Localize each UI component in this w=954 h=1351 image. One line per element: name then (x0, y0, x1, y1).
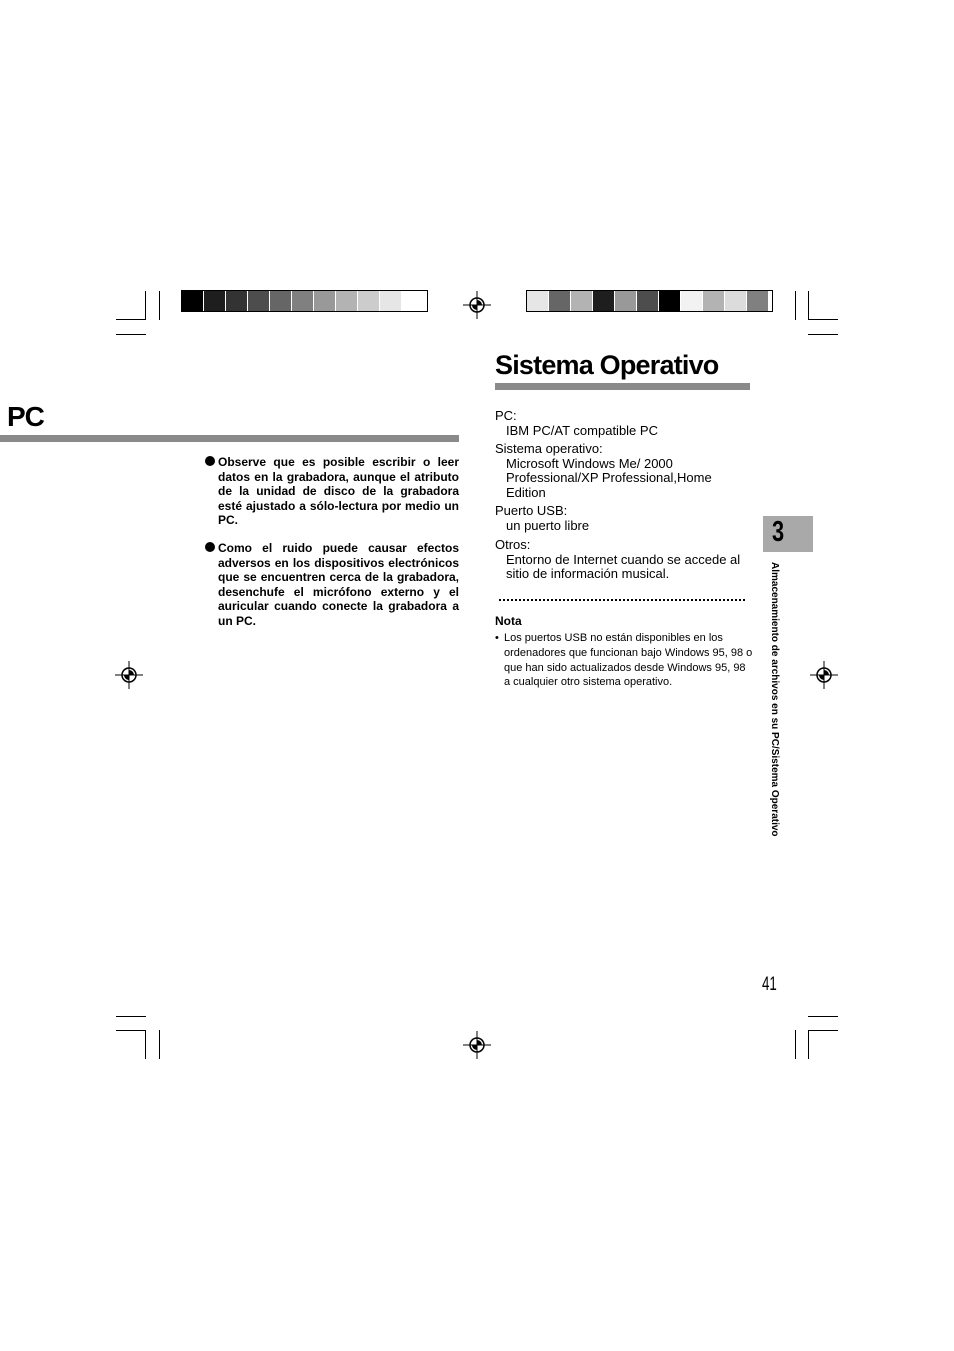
color-swatch (549, 291, 571, 311)
color-swatch (182, 291, 204, 311)
color-swatch (747, 291, 769, 311)
color-swatch (336, 291, 358, 311)
crop-mark (116, 319, 146, 320)
spec-label: Sistema operativo: (495, 441, 603, 456)
spec-item (495, 442, 750, 500)
spec-item (495, 504, 750, 533)
crop-mark (159, 1030, 160, 1059)
spec-label: PC: (495, 408, 517, 423)
crop-mark (795, 291, 796, 320)
list-item-text: Observe que es posible escribir o leer datos en la grabadora, aunque el atributo de la unidad de disco de la grabadora esté ajustado a sólo-lectura por medio un PC. (218, 455, 459, 527)
page-number: 41 (762, 974, 777, 995)
color-swatch (292, 291, 314, 311)
crop-mark (145, 1030, 146, 1059)
note-title: Nota (495, 614, 522, 628)
section-heading-sistema-operativo: Sistema Operativo (495, 350, 719, 380)
color-swatch (703, 291, 725, 311)
bullet-dot-icon (205, 456, 215, 466)
color-swatch (248, 291, 270, 311)
spec-item (495, 409, 750, 438)
color-swatch (226, 291, 248, 311)
note-text: Los puertos USB no están disponibles en los ordenadores que funcionan bajo Windows 95, 98 o que han sido actualizados desde Windows 95, 98 a cualquier otro sistema operativo. (504, 632, 753, 689)
color-swatch (358, 291, 380, 311)
crop-mark (808, 1030, 838, 1031)
list-item (205, 455, 459, 528)
spec-value: Microsoft Windows Me/ 2000 Professional/XP Professional,Home Edition (506, 455, 712, 500)
chapter-tab (763, 516, 813, 552)
color-bar-right (526, 290, 773, 312)
color-swatch (615, 291, 637, 311)
color-bar-left (181, 290, 428, 312)
color-swatch (637, 291, 659, 311)
color-swatch (270, 291, 292, 311)
color-swatch (527, 291, 549, 311)
heading-rule (495, 383, 750, 390)
section-heading-pc: PC (7, 401, 44, 432)
crop-mark (808, 1030, 809, 1059)
sidebar-title-text: Almacenamiento de archivos en su PC/Sistema Operativo (769, 562, 780, 837)
spec-value: Entorno de Internet cuando se accede al sitio de información musical. (506, 551, 741, 582)
spec-label: Puerto USB: (495, 503, 568, 518)
color-swatch (571, 291, 593, 311)
color-swatch (402, 291, 424, 311)
color-swatch (681, 291, 703, 311)
crop-mark (116, 334, 146, 335)
list-item (205, 541, 459, 628)
chapter-number: 3 (772, 516, 784, 548)
note-bullet: • (495, 632, 499, 644)
spec-item (495, 538, 750, 582)
color-swatch (593, 291, 615, 311)
crop-mark (808, 291, 809, 320)
crop-mark (145, 291, 146, 320)
color-swatch (204, 291, 226, 311)
spec-label: Otros: (495, 537, 531, 552)
crop-mark (808, 319, 838, 320)
registration-mark-icon (463, 291, 491, 319)
color-swatch (380, 291, 402, 311)
crop-mark (808, 1016, 838, 1017)
heading-rule (0, 435, 459, 442)
crop-mark (795, 1030, 796, 1059)
note-body (495, 631, 753, 690)
crop-mark (159, 291, 160, 320)
list-item-text: Como el ruido puede causar efectos adversos en los dispositivos electrónicos que se encuentren cerca de la grabadora, desenchufe el micrófono externo y el auricular cuando conecte la grabadora a un PC. (218, 541, 459, 628)
spec-value: un puerto libre (506, 517, 590, 533)
registration-mark-icon (115, 661, 143, 689)
crop-mark (808, 334, 838, 335)
spec-value: IBM PC/AT compatible PC (506, 422, 658, 438)
dotted-divider (499, 599, 745, 601)
crop-mark (116, 1016, 146, 1017)
crop-mark (116, 1030, 146, 1031)
color-swatch (659, 291, 681, 311)
sidebar-title (757, 562, 780, 862)
registration-mark-icon (463, 1031, 491, 1059)
registration-mark-icon (810, 661, 838, 689)
color-swatch (725, 291, 747, 311)
color-swatch (314, 291, 336, 311)
bullet-dot-icon (205, 542, 215, 552)
